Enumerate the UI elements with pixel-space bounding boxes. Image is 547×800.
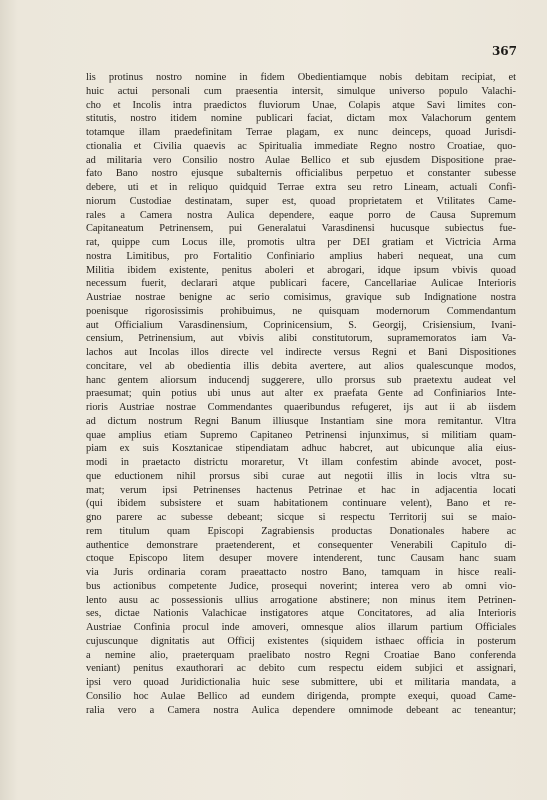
text-line: Austriae nostrae benigne ac serio comisimus, gravique sub Indignatione nostra — [86, 292, 516, 303]
text-line: Austriae Confinia procul inde amoveri, omnesque alios illarum partium Officiales — [86, 622, 516, 633]
text-line: authentice demonstrare praetenderent, et consequenter Venerabili Capitulo di- — [86, 539, 516, 551]
text-line: censium, Petrinensium, aut vbivis alibi constitutorum, supramemoratos iam Va- — [86, 333, 516, 345]
text-line: gno parere ac subesse debeant; sicque si respectu Territorij sui se maio- — [86, 512, 516, 523]
text-line: rat, quippe cum Locus ille, promotis ultra per DEI gratiam et Victricia Arma — [86, 237, 516, 248]
text-line: praesumat; quin potius ubi unus aut alter ex praefata Gente ad Confiniarios Inte- — [86, 388, 516, 400]
text-line: lis protinus nostro nomine in fidem Obedientiamque nobis debitam recipiat, et — [86, 72, 516, 83]
text-line: ses, dictae Nationis Valachicae instigatores atque Concitatores, ad alia Interioris — [86, 608, 516, 620]
text-line: que eductionem nihil prorsus sibi curae aut negotii illis in locis vltra su- — [86, 470, 516, 482]
text-line: fato Bano nostro ejusque subalternis officialibus perpetuo et constanter subesse — [86, 168, 516, 180]
text-line: ctoque Episcopo litem desuper movere intenderent, tunc Causam hanc suam — [86, 553, 516, 565]
text-line: huic actui personali cum praesentia intersit, simulque universo populo Valachi- — [86, 85, 516, 97]
text-line: a nemine alio, praeterquam praelibato nostro Regni Croatiae Bano conferenda — [86, 649, 516, 661]
text-line: ralia vero a Camera nostra Aulica dependere omnimode debeant ac teneantur; — [86, 704, 516, 716]
text-line: ad militaria vero Consilio nostro Aulae Bellico et sub ejusdem Dispositione prae- — [86, 154, 516, 166]
text-line: rem titulum quam Episcopi Zagrabiensis productas Donationales habere ac — [86, 525, 516, 537]
text-line: nostra Limitibus, pro Fortalitio Confiniario amplius haberi nequeat, una cum — [86, 250, 516, 262]
text-line: rales a Camera nostra Aulica dependere, eaque porro de Causa Supremum — [86, 209, 516, 221]
text-line: via Juris ordinaria coram praeattacto nostro Bano, tamquam in hisce reali- — [86, 567, 516, 578]
text-line: mat; verum ipsi Petrinenses hactenus Petrinae et hac in adjacentia locati — [86, 484, 516, 496]
text-line: (qui ibidem subsistere et suam habitationem continuare velent), Bano et re- — [86, 498, 516, 510]
text-line: totamque illam praedefinitam Terrae plagam, ex nunc deinceps, quoad Jurisdi- — [86, 127, 516, 138]
text-line: Consilio hoc Aulae Bellico ad eundem dirigenda, prompte exequi, quoad Came- — [86, 690, 516, 702]
text-line: ad dictum nostrum Regni Banum illiusque Instantiam sine mora remitantur. Vltra — [86, 415, 516, 427]
text-line: necessum fuerit, declarari atque publicari facere, Cancellariae Aulicae Interioris — [86, 278, 516, 290]
text-line: bus actionibus competente Judice, prosequi noverint; interea vero ab omni vio- — [86, 580, 516, 592]
text-line: niorum Custodiae destinatam, super est, quoad proprietatem et Vtilitates Came- — [86, 195, 516, 207]
text-line: Militia ibidem existente, penitus aboleri et abrogari, idque ipsum vbivis quoad — [86, 264, 516, 276]
body-text — [86, 71, 516, 717]
text-line: lento ausu ac possessionis ullius arrogatione abstinere; non minus item Petrinen- — [86, 594, 516, 606]
text-line: stitutis, nostro itidem nomine publicari faciat, dictam mox Valachorum gentem — [86, 113, 516, 125]
text-line: Capitaneatum Petrinensem, pui Generalatui Varasdinensi hucusque subiectus fue- — [86, 223, 516, 235]
text-line: concitare, vel ab obedientia illis debita avertere, aut alios qualescunque modos, — [86, 360, 516, 372]
text-line: ipsi vero quoad Juridictionalia huic sese submittere, ubi et militaria mandata, a — [86, 677, 516, 688]
text-line: quae amplius etiam Supremo Capitaneo Petrinensi injunximus, si militiam quam- — [86, 429, 516, 441]
text-line: cho et Incolis intra praedictos fluviorum Unae, Colapis atque Savi limites con- — [86, 99, 516, 111]
page-number: 367 — [491, 44, 517, 58]
text-line: veniant) penitus exauthorari ac debito cum respectu eidem subjici et assignari, — [86, 663, 516, 675]
text-line: ctionalia et Civilia quaevis ac Spiritualia immediate Regno nostro Croatiae, quo- — [86, 140, 516, 152]
text-line: aut Officialium Varasdinensium, Coprinicensium, S. Georgij, Crisiensium, Ivani- — [86, 319, 516, 331]
text-line: poenisque rigorosissimis prohibuimus, ne quisquam modernorum Commendantum — [86, 305, 516, 317]
text-line: rioris Austriae nostrae Commendantes quaeribundus refugeret, ijs aut ii ab iisdem — [86, 402, 516, 413]
text-line: hanc gentem aliorsum inducendj suggerere, ullo prorsus sub praetextu audeat vel — [86, 374, 516, 386]
text-line: modi in praetacto districtu moraretur, Vt illam confestim abinde avocet, post- — [86, 457, 516, 468]
text-line: lachos aut Incolas illos directe vel indirecte versus Regni et Bani Dispositiones — [86, 347, 516, 358]
text-line: piam ex suis Kosztanicae stipendiatam adhuc habcret, aut ubicunque alia eius- — [86, 443, 516, 455]
text-line: cujuscunque dignitatis aut Officij existentes (siquidem isthaec officia in posterum — [86, 635, 516, 647]
text-line: debere, uti et in reliquo quidquid Terrae extra seu retro Lineam, actuali Confi- — [86, 182, 516, 193]
